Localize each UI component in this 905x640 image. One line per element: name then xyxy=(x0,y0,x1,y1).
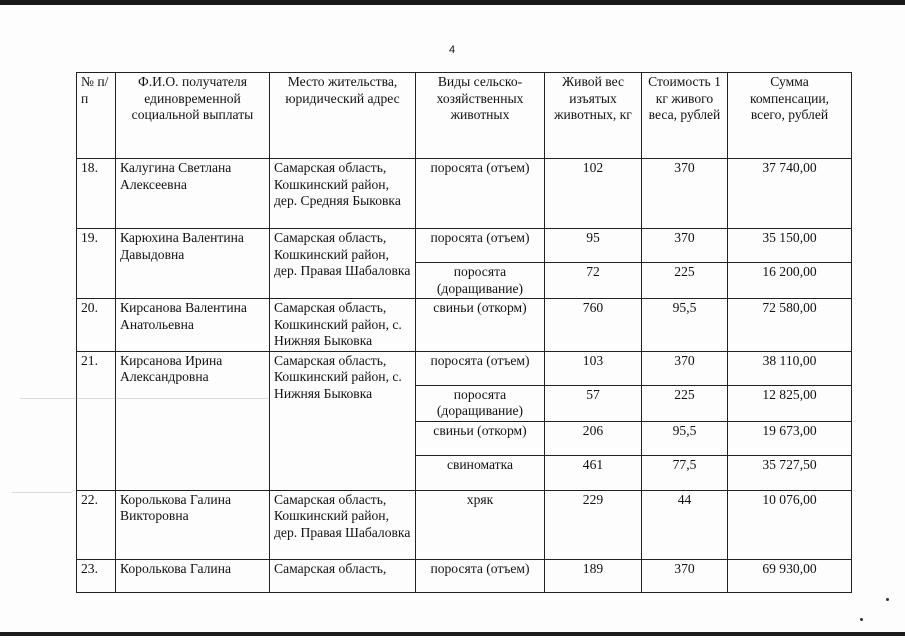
recipient-name: Королькова Галина Викторовна xyxy=(116,490,270,559)
animal-type: поросята (отъем) xyxy=(416,229,545,263)
price-per-kg: 370 xyxy=(642,229,728,263)
table-row xyxy=(77,490,852,559)
scan-artifact-line xyxy=(20,398,270,399)
recipient-name: Калугина Светлана Алексеевна xyxy=(116,159,270,229)
price-per-kg: 77,5 xyxy=(642,455,728,490)
price-per-kg: 44 xyxy=(642,490,728,559)
compensation-total: 10 076,00 xyxy=(728,490,852,559)
live-weight: 72 xyxy=(545,263,642,299)
live-weight: 103 xyxy=(545,351,642,385)
recipient-name: Кирсанова Ирина Александровна xyxy=(116,351,270,490)
recipient-name: Королькова Галина xyxy=(116,559,270,592)
column-header-live-weight: Живой вес изъятых животных, кг xyxy=(545,73,642,159)
live-weight: 102 xyxy=(545,159,642,229)
table-row xyxy=(77,299,852,352)
compensation-table xyxy=(76,72,852,593)
table-row xyxy=(77,159,852,229)
row-number: 18. xyxy=(77,159,116,229)
recipient-address: Самарская область, Кошкинский район, дер. Правая Шабаловка xyxy=(270,229,416,299)
scan-artifact-dot xyxy=(886,598,889,601)
column-header-total-compensation: Сумма компенсации, всего, рублей xyxy=(728,73,852,159)
price-per-kg: 370 xyxy=(642,159,728,229)
compensation-total: 38 110,00 xyxy=(728,351,852,385)
table-header-row xyxy=(77,73,852,159)
compensation-total: 69 930,00 xyxy=(728,559,852,592)
animal-type: поросята (отъем) xyxy=(416,159,545,229)
page-number: 4 xyxy=(449,44,456,56)
live-weight: 57 xyxy=(545,385,642,421)
row-number: 20. xyxy=(77,299,116,352)
live-weight: 95 xyxy=(545,229,642,263)
table-row xyxy=(77,229,852,263)
animal-type: свиньи (откорм) xyxy=(416,299,545,352)
row-number: 22. xyxy=(77,490,116,559)
animal-type: свиньи (откорм) xyxy=(416,421,545,455)
recipient-address: Самарская область, Кошкинский район, с. Нижняя Быковка xyxy=(270,351,416,490)
column-header-animal-type: Виды сельско-хозяйственных животных xyxy=(416,73,545,159)
compensation-total: 72 580,00 xyxy=(728,299,852,352)
live-weight: 229 xyxy=(545,490,642,559)
compensation-total: 12 825,00 xyxy=(728,385,852,421)
column-header-number: № п/п xyxy=(77,73,116,159)
animal-type: поросята (доращивание) xyxy=(416,263,545,299)
animal-type: поросята (отъем) xyxy=(416,351,545,385)
animal-type: поросята (доращивание) xyxy=(416,385,545,421)
live-weight: 189 xyxy=(545,559,642,592)
scan-artifact-dot xyxy=(860,618,863,621)
recipient-name: Кирсанова Валентина Анатольевна xyxy=(116,299,270,352)
compensation-total: 35 727,50 xyxy=(728,455,852,490)
price-per-kg: 95,5 xyxy=(642,299,728,352)
column-header-address: Место жительства, юридический адрес xyxy=(270,73,416,159)
compensation-total: 19 673,00 xyxy=(728,421,852,455)
recipient-address: Самарская область, Кошкинский район, дер. Средняя Быковка xyxy=(270,159,416,229)
price-per-kg: 370 xyxy=(642,351,728,385)
scan-artifact-line xyxy=(12,492,72,493)
column-header-recipient: Ф.И.О. получателя единовременной социальной выплаты xyxy=(116,73,270,159)
column-header-price-per-kg: Стоимость 1 кг живого веса, рублей xyxy=(642,73,728,159)
live-weight: 206 xyxy=(545,421,642,455)
row-number: 23. xyxy=(77,559,116,592)
animal-type: хряк xyxy=(416,490,545,559)
recipient-address: Самарская область, Кошкинский район, с. Нижняя Быковка xyxy=(270,299,416,352)
recipient-address: Самарская область, xyxy=(270,559,416,592)
price-per-kg: 95,5 xyxy=(642,421,728,455)
table-row xyxy=(77,351,852,385)
recipient-name: Карюхина Валентина Давыдовна xyxy=(116,229,270,299)
price-per-kg: 370 xyxy=(642,559,728,592)
compensation-total: 37 740,00 xyxy=(728,159,852,229)
scan-top-edge xyxy=(0,0,905,5)
row-number: 19. xyxy=(77,229,116,299)
recipient-address: Самарская область, Кошкинский район, дер. Правая Шабаловка xyxy=(270,490,416,559)
table-row xyxy=(77,559,852,592)
price-per-kg: 225 xyxy=(642,263,728,299)
live-weight: 760 xyxy=(545,299,642,352)
compensation-total: 35 150,00 xyxy=(728,229,852,263)
live-weight: 461 xyxy=(545,455,642,490)
compensation-total: 16 200,00 xyxy=(728,263,852,299)
animal-type: поросята (отъем) xyxy=(416,559,545,592)
animal-type: свиноматка xyxy=(416,455,545,490)
scan-bottom-edge xyxy=(0,632,905,636)
price-per-kg: 225 xyxy=(642,385,728,421)
row-number: 21. xyxy=(77,351,116,490)
